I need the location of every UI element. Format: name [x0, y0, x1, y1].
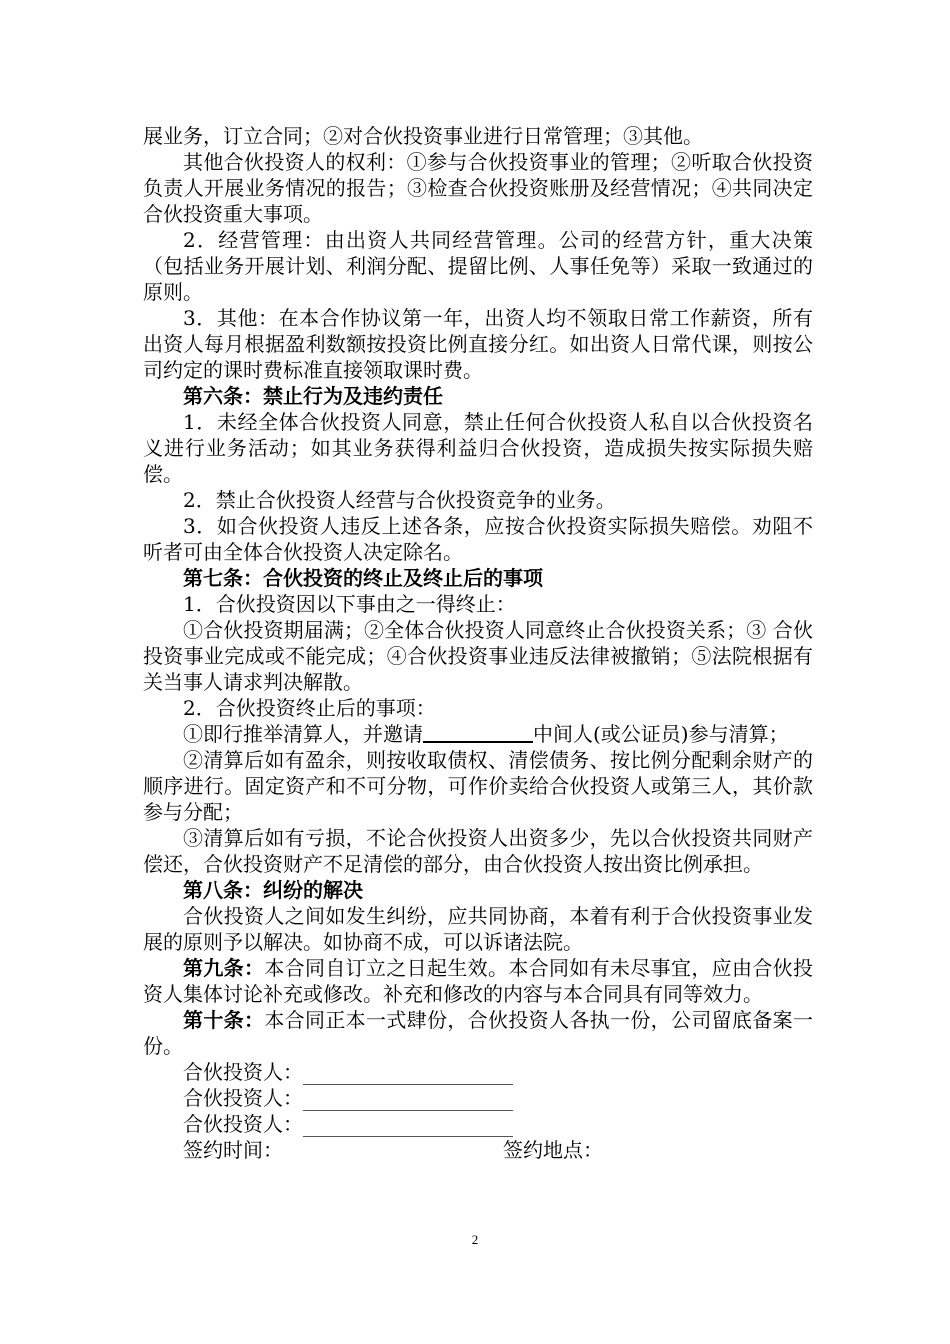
paragraph: 3．其他：在本合作协议第一年，出资人均不领取日常工作薪资，所有出资人每月根据盈利数额按投资比例直接分红。如出资人日常代课，则按公司约定的课时费标准直接领取课时费。 — [143, 306, 813, 382]
page-number: 2 — [471, 1232, 479, 1247]
clause-text: 本合同正本一式肆份，合伙投资人各执一份，公司留底备案一份。 — [143, 1008, 814, 1058]
paragraph: 2．经营管理：由出资人共同经营管理。公司的经营方针，重大决策（包括业务开展计划、利润分配、提留比例、人事任免等）采取一致通过的原则。 — [143, 228, 813, 304]
article-9-label: 第九条： — [183, 956, 265, 980]
partner-label: 合伙投资人： — [183, 1086, 303, 1110]
article-10-label: 第十条： — [183, 1008, 265, 1032]
signing-time-label: 签约时间： — [183, 1138, 283, 1162]
paragraph — [143, 955, 813, 1007]
paragraph: 2．合伙投资终止后的事项： — [183, 696, 436, 720]
paragraph — [143, 721, 813, 747]
signing-place-label: 签约地点： — [503, 1138, 603, 1162]
clause-text: ①即行推举清算人，并邀请 — [183, 722, 423, 746]
article-6-heading: 第六条：禁止行为及违约责任 — [183, 384, 443, 408]
paragraph: ①合伙投资期届满；②全体合伙投资人同意终止合伙投资关系；③ 合伙投资事业完成或不能完成；④合伙投资事业违反法律被撤销；⑤法院根据有关当事人请求判决解散。 — [143, 618, 813, 694]
signature-line — [303, 1114, 513, 1137]
paragraph — [143, 1007, 813, 1059]
clause-text: 本合同自订立之日起生效。本合同如有未尽事宜，应由合伙投资人集体讨论补充或修改。补充和修改的内容与本合同具有同等效力。 — [143, 956, 814, 1006]
contract-body — [143, 123, 813, 1163]
article-8-heading: 第八条：纠纷的解决 — [183, 878, 363, 902]
paragraph: 其他合伙投资人的权利：①参与合伙投资事业的管理；②听取合伙投资负责人开展业务情况的报告；③检查合伙投资账册及经营情况；④共同决定合伙投资重大事项。 — [143, 150, 813, 226]
paragraph: 展业务，订立合同；②对合伙投资事业进行日常管理；③其他。 — [143, 124, 703, 148]
signing-info-row — [143, 1137, 813, 1163]
paragraph: 1．合伙投资因以下事由之一得终止： — [183, 592, 516, 616]
partner-label: 合伙投资人： — [183, 1060, 303, 1084]
fill-in-blank — [423, 721, 533, 743]
clause-text: 中间人(或公证员)参与清算； — [533, 722, 789, 746]
paragraph: 2．禁止合伙投资人经营与合伙投资竞争的业务。 — [183, 488, 616, 512]
paragraph: 3．如合伙投资人违反上述各条，应按合伙投资实际损失赔偿。劝阻不听者可由全体合伙投资人决定除名。 — [143, 514, 813, 564]
signature-line — [303, 1062, 513, 1085]
signature-row — [143, 1059, 813, 1085]
paragraph: ②清算后如有盈余，则按收取债权、清偿债务、按比例分配剩余财产的顺序进行。固定资产和不可分物，可作价卖给合伙投资人或第三人，其价款参与分配； — [143, 748, 813, 824]
paragraph: 合伙投资人之间如发生纠纷，应共同协商，本着有利于合伙投资事业发展的原则予以解决。如协商不成，可以诉诸法院。 — [143, 904, 813, 954]
paragraph: 1．未经全体合伙投资人同意，禁止任何合伙投资人私自以合伙投资名义进行业务活动；如其业务获得利益归合伙投资，造成损失按实际损失赔偿。 — [143, 410, 813, 486]
signature-line — [303, 1088, 513, 1111]
article-7-heading: 第七条：合伙投资的终止及终止后的事项 — [183, 566, 543, 590]
signature-row — [143, 1085, 813, 1111]
paragraph: ③清算后如有亏损，不论合伙投资人出资多少，先以合伙投资共同财产偿还，合伙投资财产不足清偿的部分，由合伙投资人按出资比例承担。 — [143, 826, 813, 876]
signature-row — [143, 1111, 813, 1137]
partner-label: 合伙投资人： — [183, 1112, 303, 1136]
